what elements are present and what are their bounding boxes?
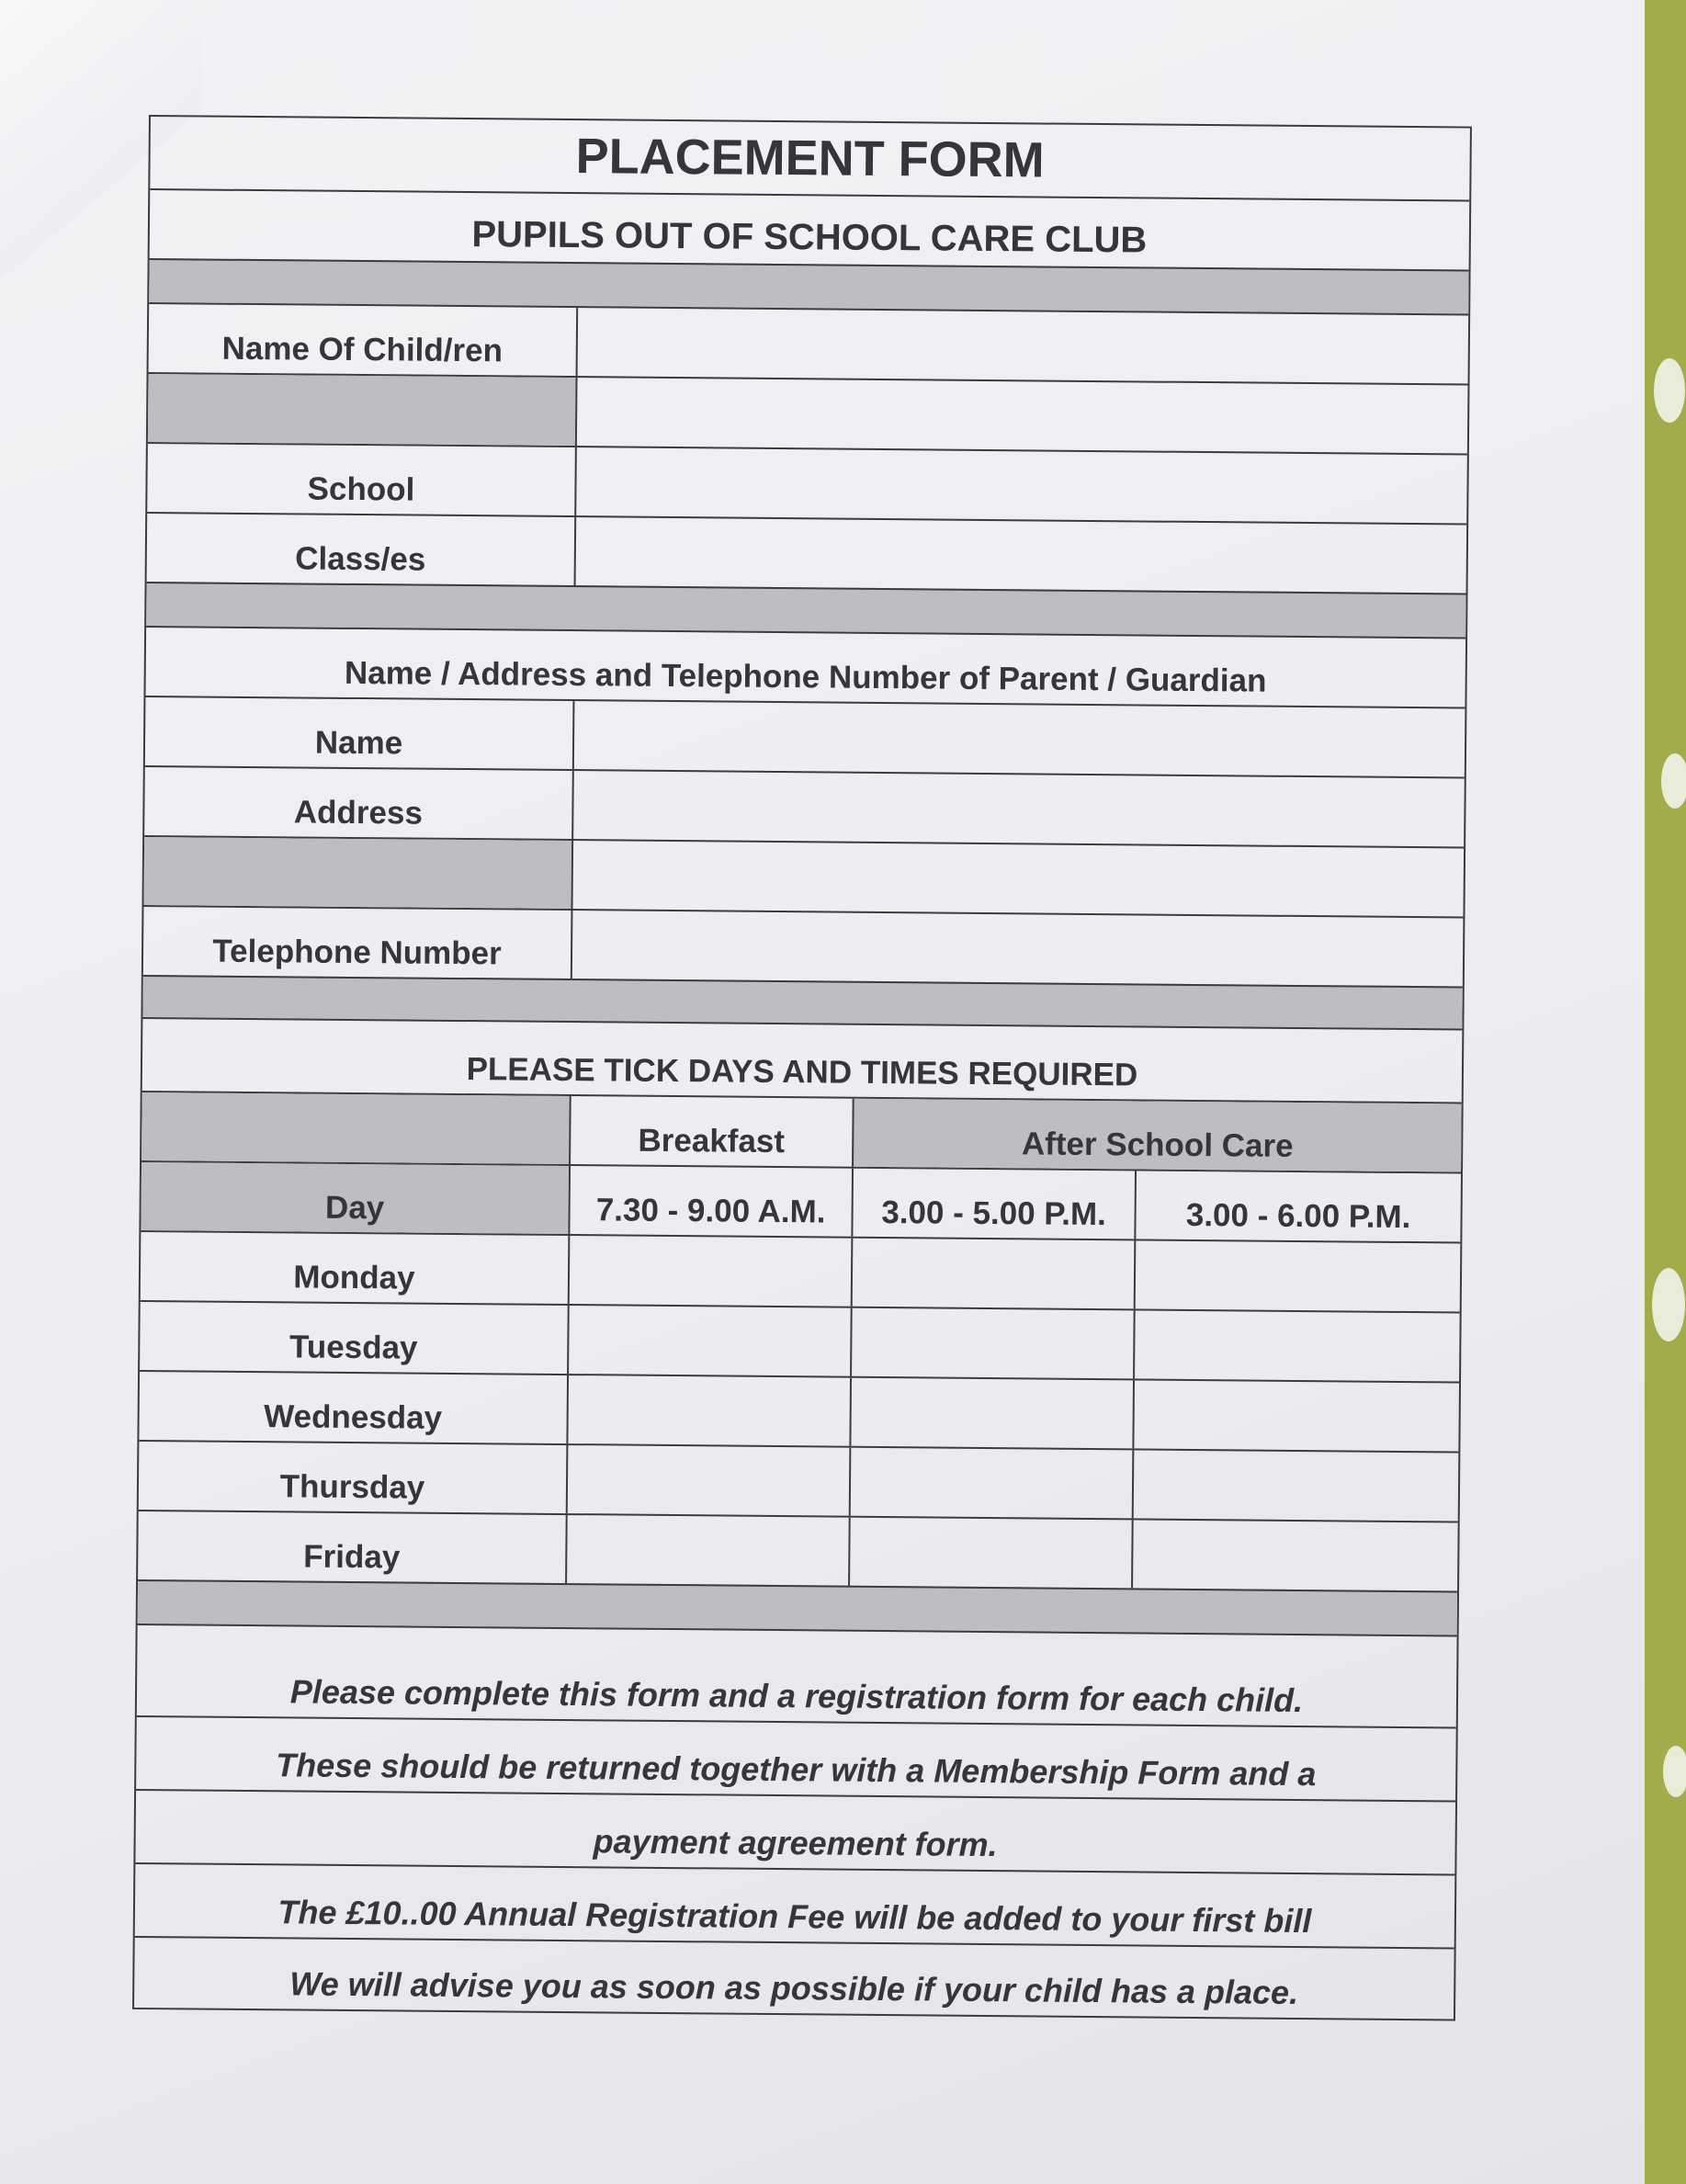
class-field[interactable]: [574, 517, 1467, 593]
note-line: We will advise you as soon as possible if your child has a place.: [289, 1964, 1299, 2011]
day-label: Thursday: [279, 1468, 425, 1506]
note-line: payment agreement form.: [593, 1822, 998, 1864]
after-school-header: After School Care: [852, 1099, 1462, 1172]
form-title: PLACEMENT FORM: [575, 129, 1045, 188]
day-header: Day: [141, 1162, 569, 1234]
child-name-label: Name Of Child/ren: [221, 330, 504, 369]
tick-box[interactable]: [849, 1448, 1133, 1519]
tick-box[interactable]: [1134, 1240, 1461, 1311]
tick-box[interactable]: [848, 1518, 1132, 1589]
child-name-field[interactable]: [576, 308, 1469, 383]
tick-box[interactable]: [567, 1306, 851, 1376]
schedule-row-thursday: [139, 1440, 1459, 1522]
time-breakfast: 7.30 - 9.00 A.M.: [568, 1166, 852, 1237]
form-subtitle: PUPILS OUT OF SCHOOL CARE CLUB: [471, 214, 1148, 261]
day-label: Tuesday: [289, 1329, 418, 1366]
address-extra-label: [143, 837, 571, 909]
schedule-corner: [141, 1092, 570, 1164]
placement-form: [132, 115, 1472, 2020]
address-field[interactable]: [571, 771, 1465, 846]
note-line: Please complete this form and a registration form for each child.: [289, 1672, 1304, 1720]
time-after-school-5pm: 3.00 - 5.00 P.M.: [851, 1169, 1135, 1239]
day-label: Friday: [303, 1538, 401, 1576]
day-label: Wednesday: [264, 1398, 443, 1436]
address-label: Address: [293, 794, 424, 832]
tick-box[interactable]: [566, 1445, 850, 1516]
background-fabric: [1645, 0, 1686, 2184]
tick-box[interactable]: [1133, 1310, 1460, 1381]
address-field-2[interactable]: [571, 841, 1464, 916]
parent-name-field[interactable]: [572, 701, 1465, 776]
tick-box[interactable]: [1131, 1520, 1458, 1590]
schedule-row-wednesday: [139, 1370, 1459, 1452]
schedule-heading: PLEASE TICK DAYS AND TIMES REQUIRED: [466, 1051, 1138, 1093]
schedule-row-monday: [141, 1230, 1461, 1312]
telephone-label: Telephone Number: [212, 933, 502, 972]
school-field[interactable]: [574, 447, 1467, 523]
breakfast-header: Breakfast: [569, 1096, 853, 1167]
time-after-school-6pm: 3.00 - 6.00 P.M.: [1134, 1171, 1461, 1241]
tick-box[interactable]: [1132, 1450, 1459, 1521]
tick-box[interactable]: [565, 1515, 849, 1586]
parent-name-label: Name: [314, 724, 403, 762]
note-line: The £10..00 Annual Registration Fee will be added to your first bill: [277, 1893, 1312, 1941]
schedule-row-tuesday: [140, 1300, 1460, 1382]
note-line: These should be returned together with a Membership Form and a: [276, 1746, 1317, 1794]
telephone-field[interactable]: [571, 911, 1464, 986]
tick-box[interactable]: [566, 1375, 850, 1446]
tick-box[interactable]: [851, 1239, 1135, 1309]
child-name-extra-label: [148, 374, 576, 446]
school-label: School: [307, 470, 415, 508]
class-label: Class/es: [295, 540, 426, 578]
tick-box[interactable]: [1132, 1380, 1459, 1451]
tick-box[interactable]: [568, 1236, 852, 1307]
tick-box[interactable]: [849, 1378, 1133, 1449]
parent-section-heading: Name / Address and Telephone Number of Parent / Guardian: [344, 654, 1267, 699]
child-name-field-2[interactable]: [575, 378, 1468, 453]
tick-box[interactable]: [850, 1308, 1134, 1379]
schedule-row-friday: [138, 1510, 1458, 1591]
day-label: Monday: [293, 1259, 415, 1296]
